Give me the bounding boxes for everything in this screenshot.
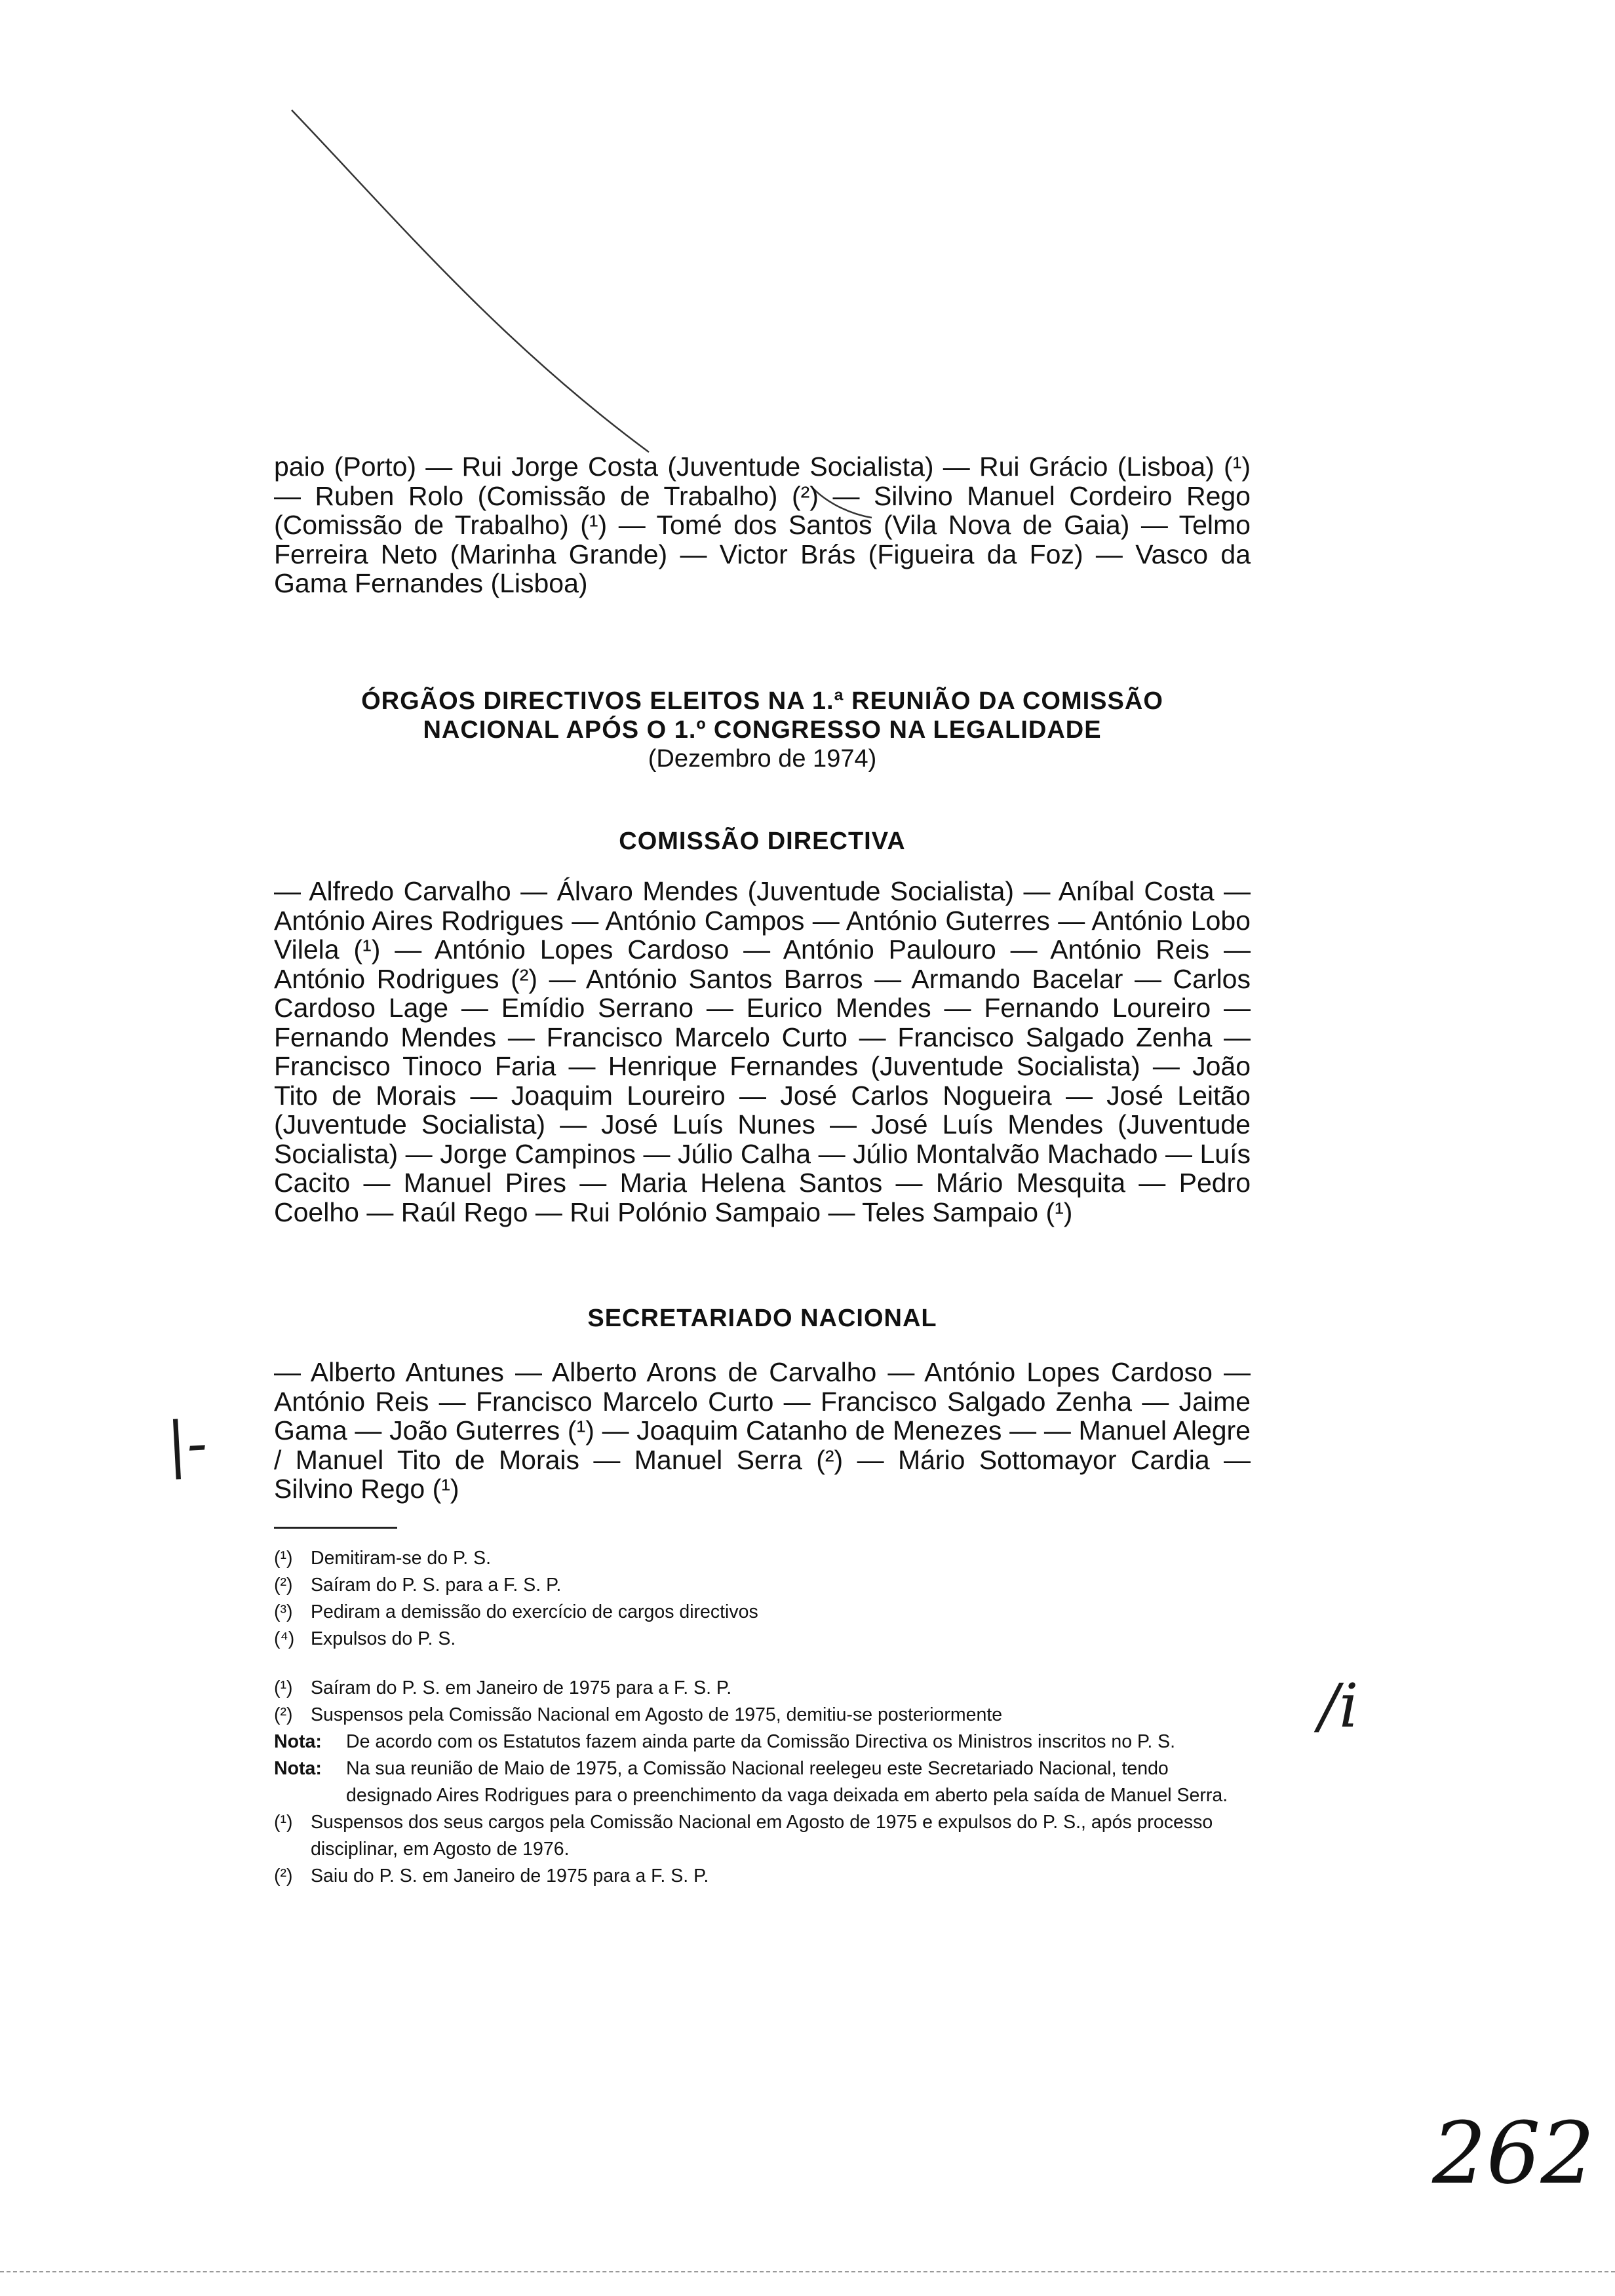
footnote-mark: (¹) bbox=[274, 1677, 293, 1698]
handwritten-left-mark: |- bbox=[165, 1407, 209, 1480]
nota-text: De acordo com os Estatutos fazem ainda parte da Comissão Directiva os Ministros inscritos no P. S. bbox=[346, 1731, 1176, 1752]
nota-label: Nota: bbox=[274, 1758, 322, 1779]
footnote-divider bbox=[274, 1527, 397, 1529]
footnote-mark: (¹) bbox=[274, 1812, 293, 1833]
footnotes-group-a bbox=[274, 1545, 1251, 1653]
nota bbox=[274, 1755, 1251, 1809]
footnote-mark: (⁴) bbox=[274, 1628, 295, 1649]
secretariado-title: SECRETARIADO NACIONAL bbox=[587, 1305, 937, 1332]
footnote-mark: (²) bbox=[274, 1866, 293, 1886]
handwritten-page-number: 262 bbox=[1432, 2103, 1595, 2203]
nota-text: Na sua reunião de Maio de 1975, a Comissão Nacional reelegeu este Secretariado Nacional, tendo designado Aires Rodrigues para o preenchimento da vaga deixada em aberto pela saída de Manuel Serra. bbox=[346, 1758, 1228, 1806]
footnote-text: Expulsos do P. S. bbox=[311, 1628, 456, 1649]
footnote-text: Saiu do P. S. em Janeiro de 1975 para a F. S. P. bbox=[311, 1866, 709, 1886]
footnote-text: Saíram do P. S. em Janeiro de 1975 para a F. S. P. bbox=[311, 1677, 732, 1698]
footnote-text: Demitiram-se do P. S. bbox=[311, 1548, 492, 1569]
footnote-text: Suspensos dos seus cargos pela Comissão Nacional em Agosto de 1975 e expulsos do P. S., após processo disciplinar, em Agosto de 1976. bbox=[311, 1812, 1213, 1860]
handwritten-right-mark: /i bbox=[1319, 1671, 1359, 1741]
footnote bbox=[274, 1809, 1251, 1863]
continuation-paragraph: paio (Porto) — Rui Jorge Costa (Juventude Socialista) — Rui Grácio (Lisboa) (¹) — Ruben Rolo (Comissão de Trabalho) (²) — Silvino Manuel Cordeiro Rego (Comissão de Trabalho) (¹) — Tomé dos Santos (Vila Nova de Gaia) — Telmo Ferreira Neto (Marinha Grande) — Victor Brás (Figueira da Foz) — Vasco da Gama Fernandes (Lisboa) bbox=[274, 451, 1251, 598]
footnote-text: Pediram a demissão do exercício de cargos directivos bbox=[311, 1601, 758, 1622]
comissao-directiva-members: — Alfredo Carvalho — Álvaro Mendes (Juventude Socialista) — Aníbal Costa — António Aires Rodrigues — António Campos — António Guterres — António Lobo Vilela (¹) — António Lopes Cardoso — António Paulouro — António Reis — António Rodrigues (²) — António Santos Barros — Armando Bacelar — Carlos Cardoso Lage — Emídio Serrano — Eurico Mendes — Fernando Loureiro — Fernando Mendes — Francisco Marcelo Curto — Francisco Salgado Zenha — Francisco Tinoco Faria — Henrique Fernandes (Juventude Socialista) — João Tito de Morais — Joaquim Loureiro — José Carlos Nogueira — José Leitão (Juventude Socialista) — José Luís Nunes — José Luís Mendes (Juventude Socialista) — Jorge Campinos — Júlio Calha — Júlio Montalvão Machado — Luís Cacito — Manuel Pires — Maria Helena Santos — Mário Mesquita — Pedro Coelho — Raúl Rego — Rui Polónio Sampaio — Teles Sampaio (¹) bbox=[274, 876, 1251, 1227]
footnote-mark: (²) bbox=[274, 1704, 293, 1725]
nota bbox=[274, 1729, 1251, 1755]
comissao-directiva-title: COMISSÃO DIRECTIVA bbox=[619, 828, 906, 855]
footnote bbox=[274, 1545, 1251, 1572]
footnote bbox=[274, 1626, 1251, 1653]
footnote-mark: (²) bbox=[274, 1575, 293, 1596]
footnote bbox=[274, 1863, 1251, 1890]
footnote bbox=[274, 1675, 1251, 1702]
footnote-mark: (³) bbox=[274, 1601, 293, 1622]
secretariado-members: — Alberto Antunes — Alberto Arons de Carvalho — António Lopes Cardoso — António Reis — Francisco Marcelo Curto — Francisco Salgado Zenha — Jaime Gama — João Guterres (¹) — Joaquim Catanho de Menezes — — Manuel Alegre / Manuel Tito de Morais — Manuel Serra (²) — Mário Sottomayor Cardia — Silvino Rego (¹) bbox=[274, 1357, 1251, 1504]
footnote bbox=[274, 1599, 1251, 1626]
footnote-text: Suspensos pela Comissão Nacional em Agosto de 1975, demitiu-se posteriormente bbox=[311, 1704, 1003, 1725]
heading-line-2: NACIONAL APÓS O 1.º CONGRESSO NA LEGALIDADE bbox=[423, 716, 1102, 744]
footnotes-group-b bbox=[274, 1675, 1251, 1890]
heading-line-1: ÓRGÃOS DIRECTIVOS ELEITOS NA 1.ª REUNIÃO DA COMISSÃO bbox=[361, 687, 1163, 715]
bottom-edge-line bbox=[0, 2271, 1615, 2272]
footnote bbox=[274, 1572, 1251, 1599]
footnote-text: Saíram do P. S. para a F. S. P. bbox=[311, 1575, 562, 1596]
section-heading bbox=[274, 687, 1251, 773]
footnote bbox=[274, 1702, 1251, 1729]
footnote-mark: (¹) bbox=[274, 1548, 293, 1569]
nota-label: Nota: bbox=[274, 1731, 322, 1752]
heading-date: (Dezembro de 1974) bbox=[648, 745, 877, 773]
